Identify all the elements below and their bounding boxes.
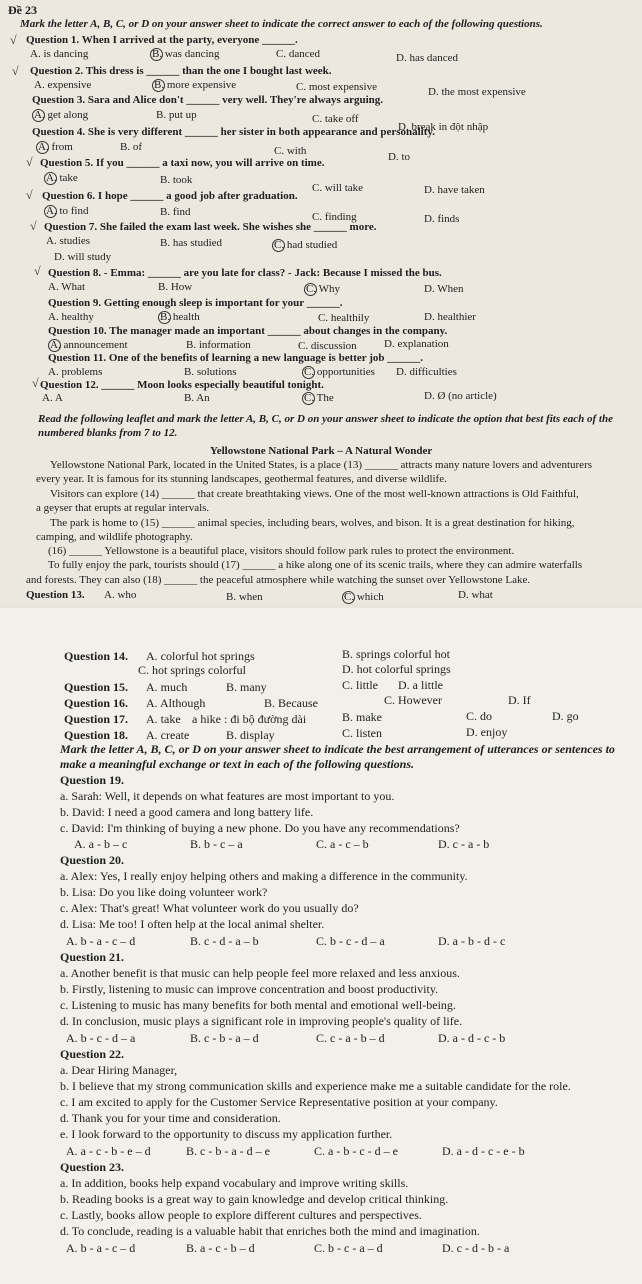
q20-option-c: C. b - c - d – a — [316, 934, 385, 948]
q13-option-d: D. what — [458, 589, 493, 601]
q10-option-a: A. announcement — [50, 339, 128, 351]
q20-line-b: b. Lisa: Do you like doing volunteer work? — [60, 885, 268, 899]
question-17-stem: Question 17. — [64, 712, 129, 726]
q22-line-d: d. Thank you for your time and consideration. — [60, 1111, 281, 1125]
question-10-stem: Question 10. The manager made an important ______ about changes in the company. — [48, 325, 448, 337]
q8-option-d: D. When — [424, 283, 464, 295]
q7-option-d: D. will study — [54, 251, 112, 263]
q21-option-a: A. b - c - d – a — [66, 1031, 136, 1045]
q16-option-a: A. Although — [146, 696, 206, 710]
arrangement-instruction: Mark the letter A, B, C, or D on your answer sheet to indicate the best arrangement of utterances or sentences to make a meaningful exchange or text in each of the following questions. — [60, 742, 615, 771]
question-23-stem: Question 23. — [60, 1160, 125, 1174]
q16-option-b: B. Because — [264, 696, 318, 710]
question-20-stem: Question 20. — [60, 853, 125, 867]
q12-option-a: A. A — [42, 392, 63, 404]
q9-option-c: C. healthily — [318, 312, 370, 324]
q11-option-b: B. solutions — [184, 366, 237, 378]
q6-option-d: D. finds — [424, 213, 460, 225]
instruction-1: Mark the letter A, B, C, or D on your answer sheet to indicate the correct answer to each of the following questions. — [20, 18, 543, 30]
check-mark-icon: √ — [26, 155, 33, 169]
q22-option-d: D. a - d - c - e - b — [442, 1144, 525, 1158]
q17-option-a: A. take — [146, 712, 181, 726]
q14-option-a: A. colorful hot springs — [146, 649, 255, 663]
q16-option-d: D. If — [508, 693, 531, 707]
q12-option-c: C. The — [304, 392, 334, 404]
q3-option-c: C. take off — [312, 113, 359, 125]
question-3-stem: Question 3. Sara and Alice don't ______ very well. They're always arguing. — [32, 94, 383, 106]
question-2-stem: Question 2. This dress is ______ than the one I bought last week. — [30, 65, 332, 77]
q12-option-d: D. Ø (no article) — [424, 390, 497, 402]
q19-option-c: C. a - c – b — [316, 837, 369, 851]
q6-option-c: C. finding — [312, 211, 357, 223]
q22-line-b: b. I believe that my strong communication skills and experience make me a suitable candidate for the role. — [60, 1079, 571, 1093]
q17-option-c: C. do — [466, 709, 493, 723]
q6-option-b: B. find — [160, 206, 191, 218]
question-19-stem: Question 19. — [60, 773, 125, 787]
q19-line-a: a. Sarah: Well, it depends on what features are most important to you. — [60, 789, 395, 803]
question-6-stem: Question 6. I hope ______ a good job after graduation. — [42, 190, 298, 202]
passage-line-9: and forests. They can also (18) ______ the peaceful atmosphere while watching the sunset over Yellowstone Lake. — [26, 574, 531, 586]
q12-option-b: B. An — [184, 392, 210, 404]
q7-option-c: C. had studied — [274, 239, 338, 251]
q20-option-a: A. b - a - c – d — [66, 934, 136, 948]
q7-option-a: A. studies — [46, 235, 90, 247]
q2-option-d: D. the most expensive — [428, 86, 526, 98]
q8-option-a: A. What — [48, 281, 86, 293]
q11-option-c: C. opportunities — [304, 366, 375, 378]
question-1-stem: Question 1. When I arrived at the party, everyone ______. — [26, 34, 298, 46]
q21-option-d: D. a - d - c - b — [438, 1031, 506, 1045]
q21-option-c: C. c - a - b – d — [316, 1031, 385, 1045]
passage-line-5: The park is home to (15) ______ animal species, including bears, wolves, and bison. It is a great destination for hiking, — [50, 517, 575, 529]
q4-option-b: B. of — [120, 141, 142, 153]
q15-option-c: C. little — [342, 678, 378, 692]
q23-line-c: c. Lastly, books allow people to explore different cultures and perspectives. — [60, 1208, 422, 1222]
q16-option-c: C. However — [384, 693, 442, 707]
passage-line-3: Visitors can explore (14) ______ that create breathtaking views. One of the most well-known attractions is Old Faithful, — [50, 488, 579, 500]
question-18-stem: Question 18. — [64, 728, 129, 742]
question-16-stem: Question 16. — [64, 696, 129, 710]
q20-line-c: c. Alex: That's great! What volunteer work do you usually do? — [60, 901, 359, 915]
q22-option-b: B. c - b - a - d – e — [186, 1144, 270, 1158]
q18-option-c: C. listen — [342, 726, 383, 740]
question-4-stem: Question 4. She is very different ______ her sister in both appearance and personality. — [32, 126, 436, 138]
exam-title: Đề 23 — [8, 3, 37, 17]
q17-note-handwritten: a hike : đi bộ đường dài — [192, 712, 307, 726]
q9-option-b: B. health — [160, 311, 200, 323]
passage-line-2: every year. It is famous for its stunning landscapes, geothermal features, and diverse wildlife. — [36, 473, 447, 485]
q23-line-a: a. In addition, books help expand vocabulary and improve writing skills. — [60, 1176, 409, 1190]
q19-option-a: A. a - b – c — [74, 837, 128, 851]
q22-line-e: e. I look forward to the opportunity to discuss my application further. — [60, 1127, 393, 1141]
passage-line-1: Yellowstone National Park, located in the United States, is a place (13) ______ attracts many nature lovers and adventurers — [50, 459, 593, 471]
q20-line-d: d. Lisa: Me too! I often help at the local animal shelter. — [60, 917, 325, 931]
q17-option-b: B. make — [342, 710, 382, 724]
q9-option-d: D. healthier — [424, 311, 476, 323]
question-13-stem: Question 13. — [26, 589, 85, 601]
q3-option-a: A. get along — [34, 109, 89, 121]
check-mark-icon: √ — [10, 33, 17, 47]
q22-line-a: a. Dear Hiring Manager, — [60, 1063, 178, 1077]
question-11-stem: Question 11. One of the benefits of learning a new language is better job ______. — [48, 352, 424, 364]
q19-line-c: c. David: I'm thinking of buying a new phone. Do you have any recommendations? — [60, 821, 460, 835]
question-15-stem: Question 15. — [64, 680, 129, 694]
q8-option-c: C. Why — [306, 283, 341, 295]
q22-line-c: c. I am excited to apply for the Customer Service Representative position at your company. — [60, 1095, 498, 1109]
q15-option-b: B. many — [226, 680, 267, 694]
q17-option-d: D. go — [552, 709, 579, 723]
check-mark-icon: √ — [32, 376, 39, 390]
q5-option-a: A. take — [46, 172, 78, 184]
q20-line-a: a. Alex: Yes, I really enjoy helping others and making a difference in the community. — [60, 869, 468, 883]
passage-line-7: (16) ______ Yellowstone is a beautiful place, visitors should follow park rules to protect the environment. — [48, 545, 515, 557]
q23-option-b: B. a - c - b – d — [186, 1241, 255, 1255]
q23-option-d: D. c - d - b - a — [442, 1241, 510, 1255]
q3-option-b: B. put up — [156, 109, 197, 121]
q14-option-d: D. hot colorful springs — [342, 662, 451, 676]
q5-option-d: D. have taken — [424, 184, 485, 196]
q23-line-b: b. Reading books is a great way to gain knowledge and develop critical thinking. — [60, 1192, 449, 1206]
q14-option-c: C. hot springs colorful — [138, 663, 246, 677]
passage-instruction: Read the following leaflet and mark the letter A, B, C, or D on your answer sheet to indicate the option that best fits each of the numbered blanks from 7 to 12. — [38, 413, 613, 439]
q19-option-d: D. c - a - b — [438, 837, 490, 851]
q19-option-b: B. b - c – a — [190, 837, 243, 851]
q21-line-d: d. In conclusion, music plays a significant role in improving people's quality of life. — [60, 1014, 463, 1028]
q1-option-b: B. was dancing — [152, 48, 220, 60]
q4-option-d: D. to — [388, 151, 410, 163]
q13-option-a: A. who — [104, 589, 137, 601]
q11-option-d: D. difficulties — [396, 366, 457, 378]
question-12-stem: Question 12. ______ Moon looks especially beautiful tonight. — [40, 379, 324, 391]
question-5-stem: Question 5. If you ______ a taxi now, you will arrive on time. — [40, 157, 325, 169]
q23-line-d: d. To conclude, reading is a valuable habit that enriches both the mind and imagination. — [60, 1224, 480, 1238]
q11-option-a: A. problems — [48, 366, 103, 378]
q10-option-d: D. explanation — [384, 338, 449, 350]
passage-title: Yellowstone National Park – A Natural Wonder — [210, 445, 433, 457]
check-mark-icon: √ — [12, 64, 19, 78]
q10-option-c: C. discussion — [298, 340, 357, 352]
q21-line-a: a. Another benefit is that music can help people feel more relaxed and less anxious. — [60, 966, 460, 980]
worksheet-bottom — [0, 608, 642, 1284]
q21-line-c: c. Listening to music has many benefits for both mental and emotional well-being. — [60, 998, 456, 1012]
q20-option-b: B. c - d - a – b — [190, 934, 259, 948]
q6-option-a: A. to find — [46, 205, 89, 217]
q1-option-d: D. has danced — [396, 52, 459, 64]
q15-option-d: D. a little — [398, 678, 443, 692]
check-mark-icon: √ — [34, 264, 41, 278]
q13-option-c: C. which — [344, 591, 384, 603]
q9-option-a: A. healthy — [48, 311, 94, 323]
q20-option-d: D. a - b - d - c — [438, 934, 506, 948]
question-7-stem: Question 7. She failed the exam last week. She wishes she ______ more. — [44, 221, 377, 233]
q7-option-b: B. has studied — [160, 237, 223, 249]
q4-option-a: A. from — [38, 141, 73, 153]
question-22-stem: Question 22. — [60, 1047, 125, 1061]
question-9-stem: Question 9. Getting enough sleep is important for your ______. — [48, 297, 343, 309]
q2-option-a: A. expensive — [34, 79, 92, 91]
worksheet-top — [0, 0, 642, 604]
q8-option-b: B. How — [158, 281, 193, 293]
q10-option-b: B. information — [186, 339, 251, 351]
q2-option-b: B. more expensive — [154, 79, 237, 91]
q18-option-b: B. display — [226, 728, 275, 742]
q3-option-d: D. break in đột nhập — [398, 121, 489, 133]
q1-option-c: C. danced — [276, 48, 320, 60]
q13-option-b: B. when — [226, 591, 263, 603]
question-14-stem: Question 14. — [64, 649, 129, 663]
q21-option-b: B. c - b - a – d — [190, 1031, 259, 1045]
check-mark-icon: √ — [30, 219, 37, 233]
q4-option-c: C. with — [274, 145, 307, 157]
passage-line-6: camping, and wildlife photography. — [36, 531, 193, 543]
q23-option-c: C. b - c - a – d — [314, 1241, 383, 1255]
q1-option-a: A. is dancing — [30, 48, 89, 60]
q14-option-b: B. springs colorful hot — [342, 647, 450, 661]
q22-option-a: A. a - c - b - e – d — [66, 1144, 151, 1158]
q21-line-b: b. Firstly, listening to music can improve concentration and boost productivity. — [60, 982, 439, 996]
passage-line-4: a geyser that erupts at regular intervals. — [36, 502, 210, 514]
question-21-stem: Question 21. — [60, 950, 125, 964]
q2-option-c: C. most expensive — [296, 81, 377, 93]
q19-line-b: b. David: I need a good camera and long battery life. — [60, 805, 314, 819]
q23-option-a: A. b - a - c – d — [66, 1241, 136, 1255]
passage-line-8: To fully enjoy the park, tourists should (17) ______ a hike along one of its scenic trails, where they can admire waterfalls — [48, 559, 583, 571]
q22-option-c: C. a - b - c - d – e — [314, 1144, 398, 1158]
question-8-stem: Question 8. - Emma: ______ are you late for class? - Jack: Because I missed the bus. — [48, 267, 442, 279]
q18-option-a: A. create — [146, 728, 190, 742]
q5-option-c: C. will take — [312, 182, 364, 194]
q5-option-b: B. took — [160, 174, 193, 186]
q15-option-a: A. much — [146, 680, 188, 694]
check-mark-icon: √ — [26, 188, 33, 202]
q18-option-d: D. enjoy — [466, 725, 508, 739]
